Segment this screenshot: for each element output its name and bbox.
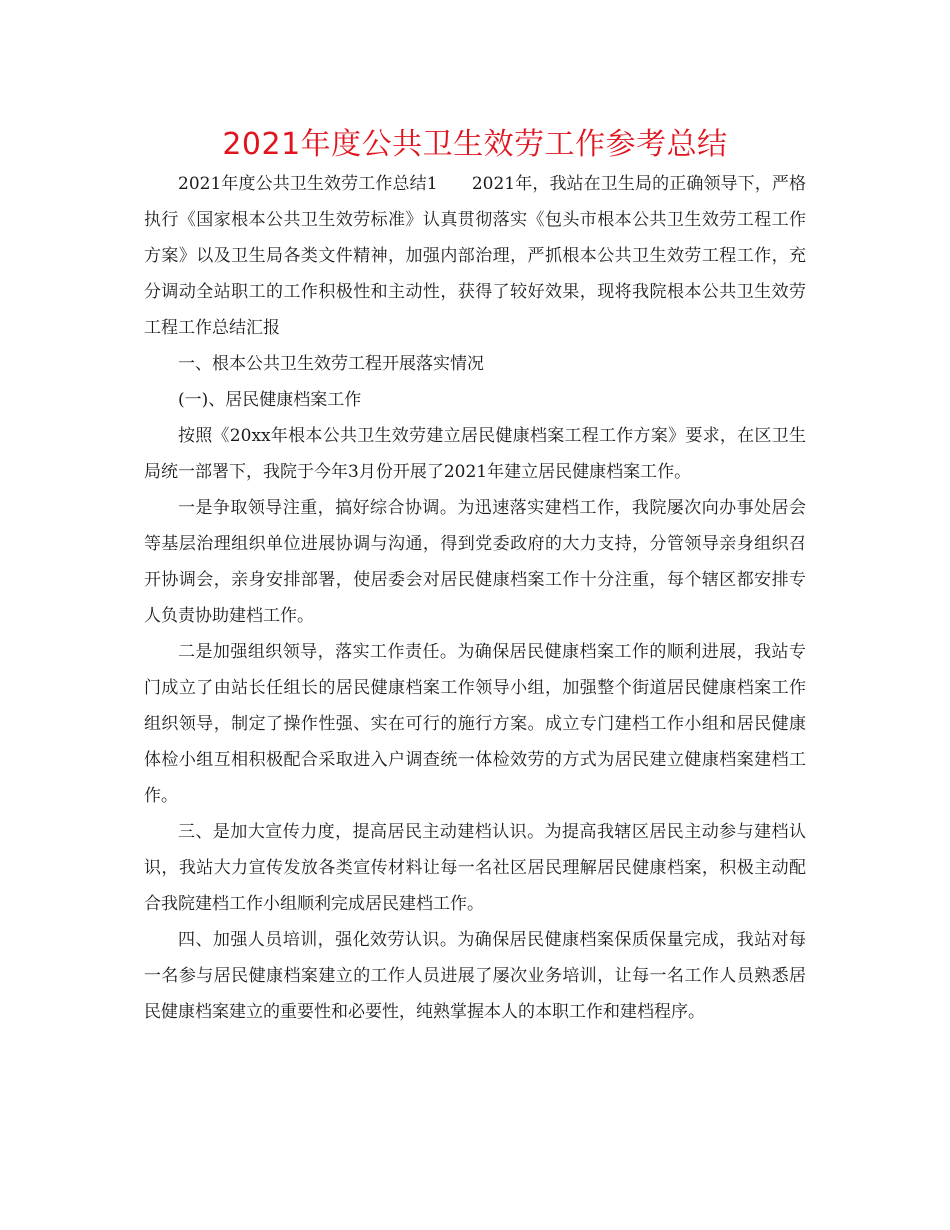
section-heading-1: 一、根本公共卫生效劳工程开展落实情况 — [178, 354, 484, 374]
paragraph-point-4: 四、加强人员培训，强化效劳认识。为确保居民健康档案保质保量完成，我站对每一名参与居民健康档案建立的工作人员进展了屡次业务培训，让每一名工作人员熟悉居民健康档案建立的重要性和必要性，纯熟掌握本人的本职工作和建档程序。 — [144, 930, 806, 1022]
paragraph-point-3: 三、是加大宣传力度，提高居民主动建档认识。为提高我辖区居民主动参与建档认识，我站大力宣传发放各类宣传材料让每一名社区居民理解居民健康档案，积极主动配合我院建档工作小组顺利完成居民建档工作。 — [144, 822, 806, 914]
subsection-heading-1: (一)、居民健康档案工作 — [178, 390, 362, 410]
paragraph-requirements: 按照《20xx年根本公共卫生效劳建立居民健康档案工程工作方案》要求，在区卫生局统一部署下，我院于今年3月份开展了2021年建立居民健康档案工作。 — [144, 426, 806, 482]
document-body — [144, 166, 806, 1030]
paragraph-point-2: 二是加强组织领导，落实工作责任。为确保居民健康档案工作的顺利进展，我站专门成立了由站长任组长的居民健康档案工作领导小组，加强整个街道居民健康档案工作组织领导，制定了操作性强、实在可行的施行方案。成立专门建档工作小组和居民健康体检小组互相积极配合采取进入户调查统一体检效劳的方式为居民建立健康档案建档工作。 — [144, 642, 806, 806]
paragraph-intro: 2021年度公共卫生效劳工作总结1 2021年，我站在卫生局的正确领导下，严格执行《国家根本公共卫生效劳标准》认真贯彻落实《包头市根本公共卫生效劳工程工作方案》以及卫生局各类文件精神，加强内部治理，严抓根本公共卫生效劳工程工作，充分调动全站职工的工作积极性和主动性，获得了较好效果，现将我院根本公共卫生效劳工程工作总结汇报 — [144, 174, 806, 338]
document-title: 2021年度公共卫生效劳工作参考总结 — [222, 127, 728, 162]
paragraph-point-1: 一是争取领导注重，搞好综合协调。为迅速落实建档工作，我院屡次向办事处居会等基层治理组织单位进展协调与沟通，得到党委政府的大力支持，分管领导亲身组织召开协调会，亲身安排部署，使居委会对居民健康档案工作十分注重，每个辖区都安排专人负责协助建档工作。 — [144, 498, 806, 626]
